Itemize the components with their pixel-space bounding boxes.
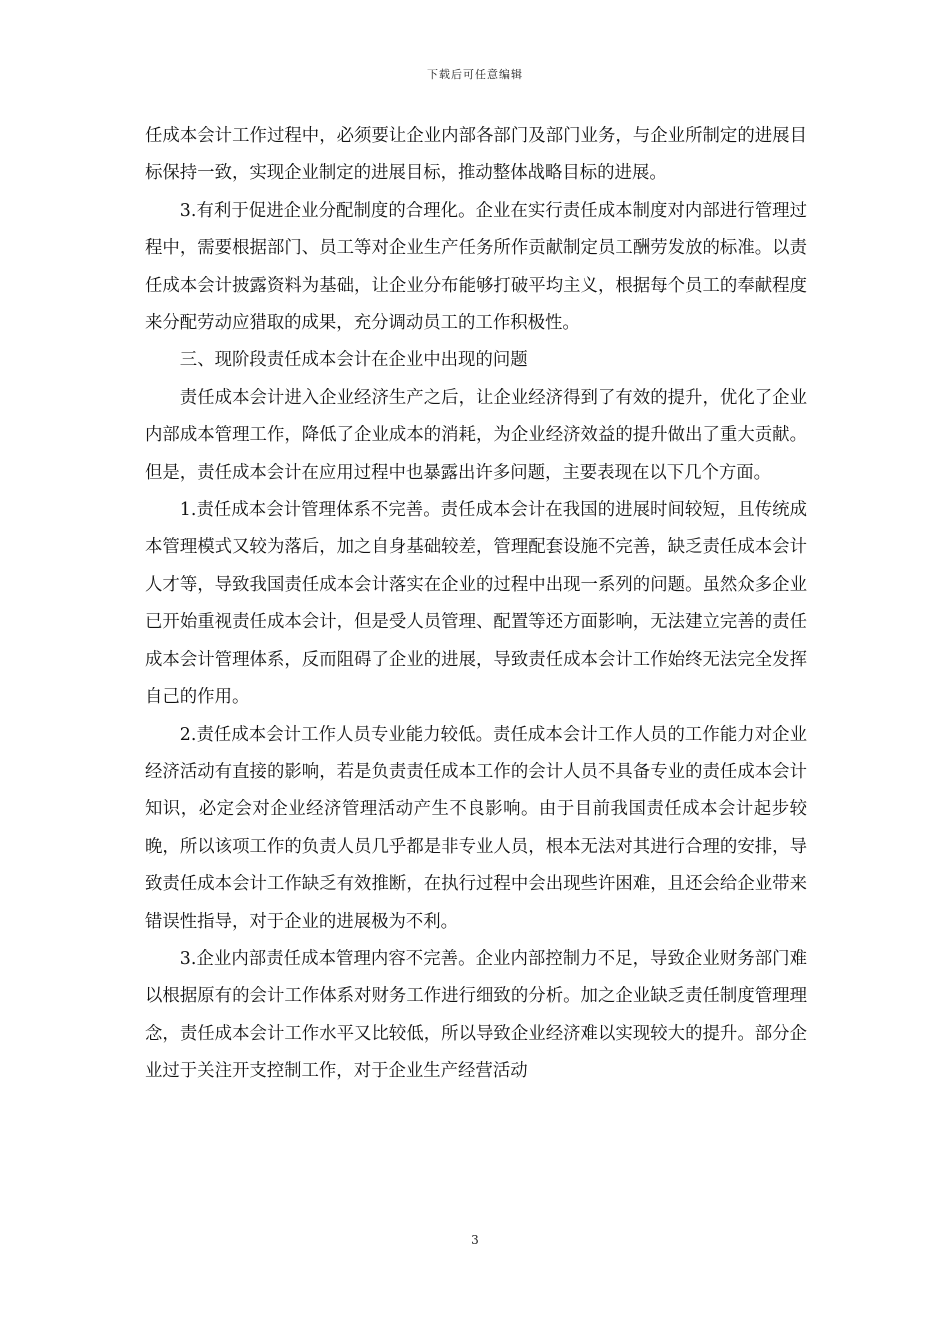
- paragraph-problem-1-system: 1.责任成本会计管理体系不完善。责任成本会计在我国的进展时间较短，且传统成本管理模式又较为落后，加之自身基础较差，管理配套设施不完善，缺乏责任成本会计人才等，导致我国责任成本会计落实在企业的过程中出现一系列的问题。虽然众多企业已开始重视责任成本会计，但是受人员管理、配置等还方面影响，无法建立完善的责任成本会计管理体系，反而阻碍了企业的进展，导致责任成本会计工作始终无法完全发挥自己的作用。: [145, 500, 807, 708]
- paragraph-problem-2-staff: 2.责任成本会计工作人员专业能力较低。责任成本会计工作人员的工作能力对企业经济活动有直接的影响，若是负责责任成本工作的会计人员不具备专业的责任成本会计知识，必定会对企业经济管理活动产生不良影响。由于目前我国责任成本会计起步较晚，所以该项工作的负责人员几乎都是非专业人员，根本无法对其进行合理的安排，导致责任成本会计工作缺乏有效推断，在执行过程中会出现些许困难，且还会给企业带来错误性指导，对于企业的进展极为不利。: [145, 724, 807, 932]
- page-header: 下载后可任意编辑: [427, 68, 523, 81]
- document-body: [145, 118, 807, 1091]
- page-number: 3: [471, 1233, 479, 1247]
- paragraph-problem-3-content: 3.企业内部责任成本管理内容不完善。企业内部控制力不足，导致企业财务部门难以根据原有的会计工作体系对财务工作进行细致的分析。加之企业缺乏责任制度管理理念，责任成本会计工作水平又比较低，所以导致企业经济难以实现较大的提升。部分企业过于关注开支控制工作，对于企业生产经营活动: [145, 948, 807, 1082]
- paragraph-point-3-distribution: 3.有利于促进企业分配制度的合理化。企业在实行责任成本制度对内部进行管理过程中，需要根据部门、员工等对企业生产任务所作贡献制定员工酬劳发放的标准。以责任成本会计披露资料为基础，让企业分布能够打破平均主义，根据每个员工的奉献程度来分配劳动应猎取的成果，充分调动员工的工作积极性。: [145, 200, 807, 334]
- section-heading-problems: 三、现阶段责任成本会计在企业中出现的问题: [179, 350, 528, 371]
- paragraph-continuation: 任成本会计工作过程中，必须要让企业内部各部门及部门业务，与企业所制定的进展目标保持一致，实现企业制定的进展目标，推动整体战略目标的进展。: [145, 126, 807, 184]
- paragraph-problems-intro: 责任成本会计进入企业经济生产之后，让企业经济得到了有效的提升，优化了企业内部成本管理工作，降低了企业成本的消耗，为企业经济效益的提升做出了重大贡献。但是，责任成本会计在应用过程中也暴露出许多问题，主要表现在以下几个方面。: [145, 387, 807, 483]
